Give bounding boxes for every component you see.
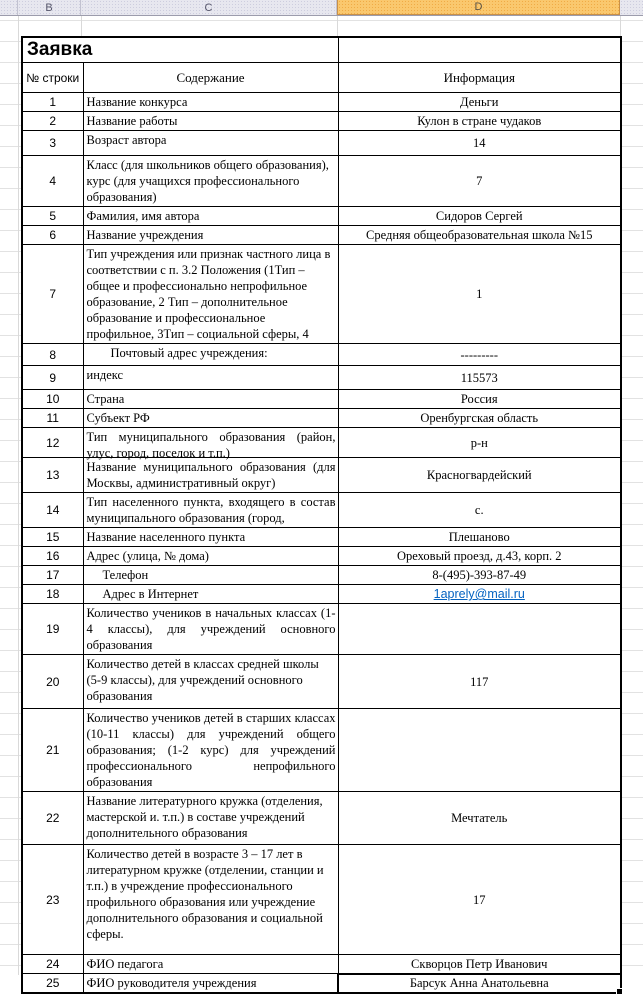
row-value-cell[interactable]: Плешаново bbox=[338, 528, 621, 547]
title-row-empty-cell[interactable] bbox=[338, 37, 621, 63]
row-label-cell[interactable] bbox=[83, 112, 338, 131]
table-row bbox=[22, 655, 621, 709]
row-label-cell[interactable] bbox=[83, 845, 338, 955]
table-row bbox=[22, 366, 621, 390]
row-label-text: ФИО руководителя учреждения bbox=[86, 976, 257, 990]
row-label-cell[interactable] bbox=[83, 528, 338, 547]
table-row bbox=[22, 792, 621, 845]
table-row bbox=[22, 974, 621, 994]
row-label-cell[interactable] bbox=[83, 245, 338, 344]
row-number-cell[interactable]: 12 bbox=[22, 428, 83, 458]
table-row bbox=[22, 493, 621, 528]
table-row bbox=[22, 226, 621, 245]
row-number-cell[interactable]: 25 bbox=[22, 974, 83, 994]
header-row bbox=[22, 63, 621, 93]
row-number-cell[interactable]: 16 bbox=[22, 547, 83, 566]
row-label-text: Количество детей в возрасте 3 – 17 лет в литературном кружке (отделении, станции и т.п.) в учреждение профессионального профильного образования или учреждение дополнительного образования и социальной сферы. bbox=[86, 847, 324, 941]
row-value-cell[interactable] bbox=[338, 585, 621, 604]
row-label-cell[interactable] bbox=[83, 428, 338, 458]
header-row-number[interactable]: № строки bbox=[22, 63, 83, 93]
row-label-cell[interactable] bbox=[83, 93, 338, 112]
row-label-text: Количество учеников детей в старших классах (10-11 классы) для учреждений общего образования; (1-2 курс) для учреждений профессионального непрофильного образования bbox=[86, 711, 336, 789]
row-value-cell[interactable]: с. bbox=[338, 493, 621, 528]
column-header-rest bbox=[620, 0, 643, 15]
row-value-cell[interactable] bbox=[338, 604, 621, 655]
row-label-text: Название муниципального образования (для Москвы, административный округ) bbox=[86, 460, 336, 490]
row-label-cell[interactable] bbox=[83, 585, 338, 604]
row-label-cell[interactable] bbox=[83, 955, 338, 974]
column-header-d-selected[interactable]: D bbox=[337, 0, 620, 15]
table-row bbox=[22, 390, 621, 409]
row-value-cell[interactable]: Деньги bbox=[338, 93, 621, 112]
row-number-cell[interactable]: 4 bbox=[22, 156, 83, 207]
row-label-text: Количество учеников в начальных классах (1-4 классы), для учреждений основного образования bbox=[86, 606, 336, 652]
table-row bbox=[22, 207, 621, 226]
row-label-cell[interactable] bbox=[83, 792, 338, 845]
internet-address-link[interactable]: 1aprely@mail.ru bbox=[433, 587, 525, 601]
row-value-cell[interactable]: 17 bbox=[338, 845, 621, 955]
application-form-table bbox=[21, 36, 622, 994]
row-label-cell[interactable] bbox=[83, 156, 338, 207]
row-number-cell[interactable]: 6 bbox=[22, 226, 83, 245]
column-header-strip bbox=[0, 0, 643, 16]
row-label-text: Название работы bbox=[86, 114, 178, 128]
row-value-cell[interactable]: Оренбургская область bbox=[338, 409, 621, 428]
row-number-cell[interactable]: 14 bbox=[22, 493, 83, 528]
header-info[interactable]: Информация bbox=[338, 63, 621, 93]
table-row bbox=[22, 344, 621, 366]
row-label-text: Адрес (улица, № дома) bbox=[86, 549, 209, 563]
table-row bbox=[22, 131, 621, 156]
row-value-cell[interactable]: Средняя общеобразовательная школа №15 bbox=[338, 226, 621, 245]
row-value-cell[interactable]: --------- bbox=[338, 344, 621, 366]
row-label-text: Тип учреждения или признак частного лица в соответствии с п. 3.2 Положения (1Тип – общее и профессионально непрофильное образование, 2 Тип – дополнительное образование и профессиональное профильное, 3Тип – социальной сферы, 4 bbox=[86, 247, 331, 341]
table-row bbox=[22, 156, 621, 207]
row-label-cell[interactable] bbox=[83, 566, 338, 585]
row-label-text: Телефон bbox=[102, 568, 149, 582]
table-row bbox=[22, 709, 621, 792]
row-value-cell[interactable] bbox=[338, 709, 621, 792]
table-row bbox=[22, 112, 621, 131]
row-value-cell[interactable]: 14 bbox=[338, 131, 621, 156]
row-label-cell[interactable] bbox=[83, 344, 338, 366]
row-label-cell[interactable] bbox=[83, 655, 338, 709]
row-label-cell[interactable] bbox=[83, 366, 338, 390]
row-label-cell[interactable] bbox=[83, 709, 338, 792]
table-row bbox=[22, 93, 621, 112]
row-number-cell[interactable]: 7 bbox=[22, 245, 83, 344]
row-label-text: Название конкурса bbox=[86, 95, 188, 109]
row-number-cell[interactable]: 23 bbox=[22, 845, 83, 955]
table-row bbox=[22, 528, 621, 547]
row-number-cell[interactable]: 5 bbox=[22, 207, 83, 226]
form-title-cell[interactable]: Заявка bbox=[22, 37, 338, 63]
row-label-text: Фамилия, имя автора bbox=[86, 209, 200, 223]
row-label-text: Страна bbox=[86, 392, 125, 406]
row-label-text: Субъект РФ bbox=[86, 411, 150, 425]
row-number-cell[interactable]: 17 bbox=[22, 566, 83, 585]
column-header-b[interactable]: B bbox=[18, 0, 81, 15]
row-value-cell[interactable]: Скворцов Петр Иванович bbox=[338, 955, 621, 974]
row-number-cell[interactable]: 2 bbox=[22, 112, 83, 131]
row-label-text: Класс (для школьников общего образования), курс (для учащихся профессионального образования) bbox=[86, 158, 329, 204]
row-label-cell[interactable] bbox=[83, 207, 338, 226]
row-label-text: Название учреждения bbox=[86, 228, 204, 242]
table-row bbox=[22, 955, 621, 974]
row-label-cell[interactable] bbox=[83, 409, 338, 428]
row-label-text: Тип населенного пункта, входящего в состав муниципального образования (город, bbox=[86, 495, 336, 525]
table-row bbox=[22, 547, 621, 566]
row-label-text: Адрес в Интернет bbox=[102, 587, 199, 601]
select-all-corner[interactable] bbox=[0, 0, 18, 15]
row-label-text: индекс bbox=[86, 368, 124, 382]
row-value-cell[interactable]: Россия bbox=[338, 390, 621, 409]
table-row bbox=[22, 845, 621, 955]
row-label-text: Возраст автора bbox=[86, 133, 167, 147]
table-row bbox=[22, 409, 621, 428]
table-row bbox=[22, 566, 621, 585]
row-label-cell[interactable] bbox=[83, 547, 338, 566]
row-label-text: Тип муниципального образования (район, улус, город, поселок и т.п.) bbox=[86, 430, 336, 460]
row-value-cell[interactable]: Мечтатель bbox=[338, 792, 621, 845]
row-number-cell[interactable]: 13 bbox=[22, 458, 83, 493]
row-value-cell[interactable]: р-н bbox=[338, 428, 621, 458]
row-value-cell[interactable]: 8-(495)-393-87-49 bbox=[338, 566, 621, 585]
row-number-cell[interactable]: 22 bbox=[22, 792, 83, 845]
table-row bbox=[22, 585, 621, 604]
row-value-cell[interactable]: 117 bbox=[338, 655, 621, 709]
row-value-cell[interactable]: 115573 bbox=[338, 366, 621, 390]
row-number-cell[interactable]: 3 bbox=[22, 131, 83, 156]
row-value-cell[interactable]: 7 bbox=[338, 156, 621, 207]
row-label-cell[interactable] bbox=[83, 131, 338, 156]
row-number-cell[interactable]: 21 bbox=[22, 709, 83, 792]
row-label-cell[interactable] bbox=[83, 458, 338, 493]
row-number-cell[interactable]: 11 bbox=[22, 409, 83, 428]
row-number-cell[interactable]: 15 bbox=[22, 528, 83, 547]
row-value-cell[interactable]: 1 bbox=[338, 245, 621, 344]
row-label-text: Почтовый адрес учреждения: bbox=[110, 346, 268, 360]
row-number-cell[interactable]: 19 bbox=[22, 604, 83, 655]
row-label-text: Название литературного кружка (отделения, мастерской и. т.п.) в составе учреждений дополнительного образования bbox=[86, 794, 323, 840]
row-label-cell[interactable] bbox=[83, 226, 338, 245]
row-value-cell[interactable]: Красногвардейский bbox=[338, 458, 621, 493]
row-number-cell[interactable]: 20 bbox=[22, 655, 83, 709]
title-row bbox=[22, 37, 621, 63]
column-header-c[interactable]: C bbox=[81, 0, 337, 15]
table-row bbox=[22, 428, 621, 458]
selected-cell-d25[interactable]: Барсук Анна Анатольевна bbox=[338, 974, 621, 994]
row-number-cell[interactable]: 9 bbox=[22, 366, 83, 390]
row-label-cell[interactable] bbox=[83, 390, 338, 409]
table-row bbox=[22, 604, 621, 655]
row-number-cell[interactable]: 18 bbox=[22, 585, 83, 604]
row-label-cell[interactable] bbox=[83, 604, 338, 655]
row-label-text: Название населенного пункта bbox=[86, 530, 246, 544]
row-number-cell[interactable]: 8 bbox=[22, 344, 83, 366]
row-value-cell[interactable]: Ореховый проезд, д.43, корп. 2 bbox=[338, 547, 621, 566]
row-label-text: Количество детей в классах средней школы (5-9 классы), для учреждений основного образования bbox=[86, 657, 319, 703]
table-row bbox=[22, 458, 621, 493]
table-row bbox=[22, 245, 621, 344]
row-number-cell[interactable]: 1 bbox=[22, 93, 83, 112]
row-number-cell[interactable]: 24 bbox=[22, 955, 83, 974]
row-value-cell[interactable]: Сидоров Сергей bbox=[338, 207, 621, 226]
row-label-text: ФИО педагога bbox=[86, 957, 164, 971]
row-number-cell[interactable]: 10 bbox=[22, 390, 83, 409]
row-value-cell[interactable]: Кулон в стране чудаков bbox=[338, 112, 621, 131]
header-content[interactable]: Содержание bbox=[83, 63, 338, 93]
row-label-cell[interactable] bbox=[83, 493, 338, 528]
row-label-cell[interactable] bbox=[83, 974, 338, 994]
